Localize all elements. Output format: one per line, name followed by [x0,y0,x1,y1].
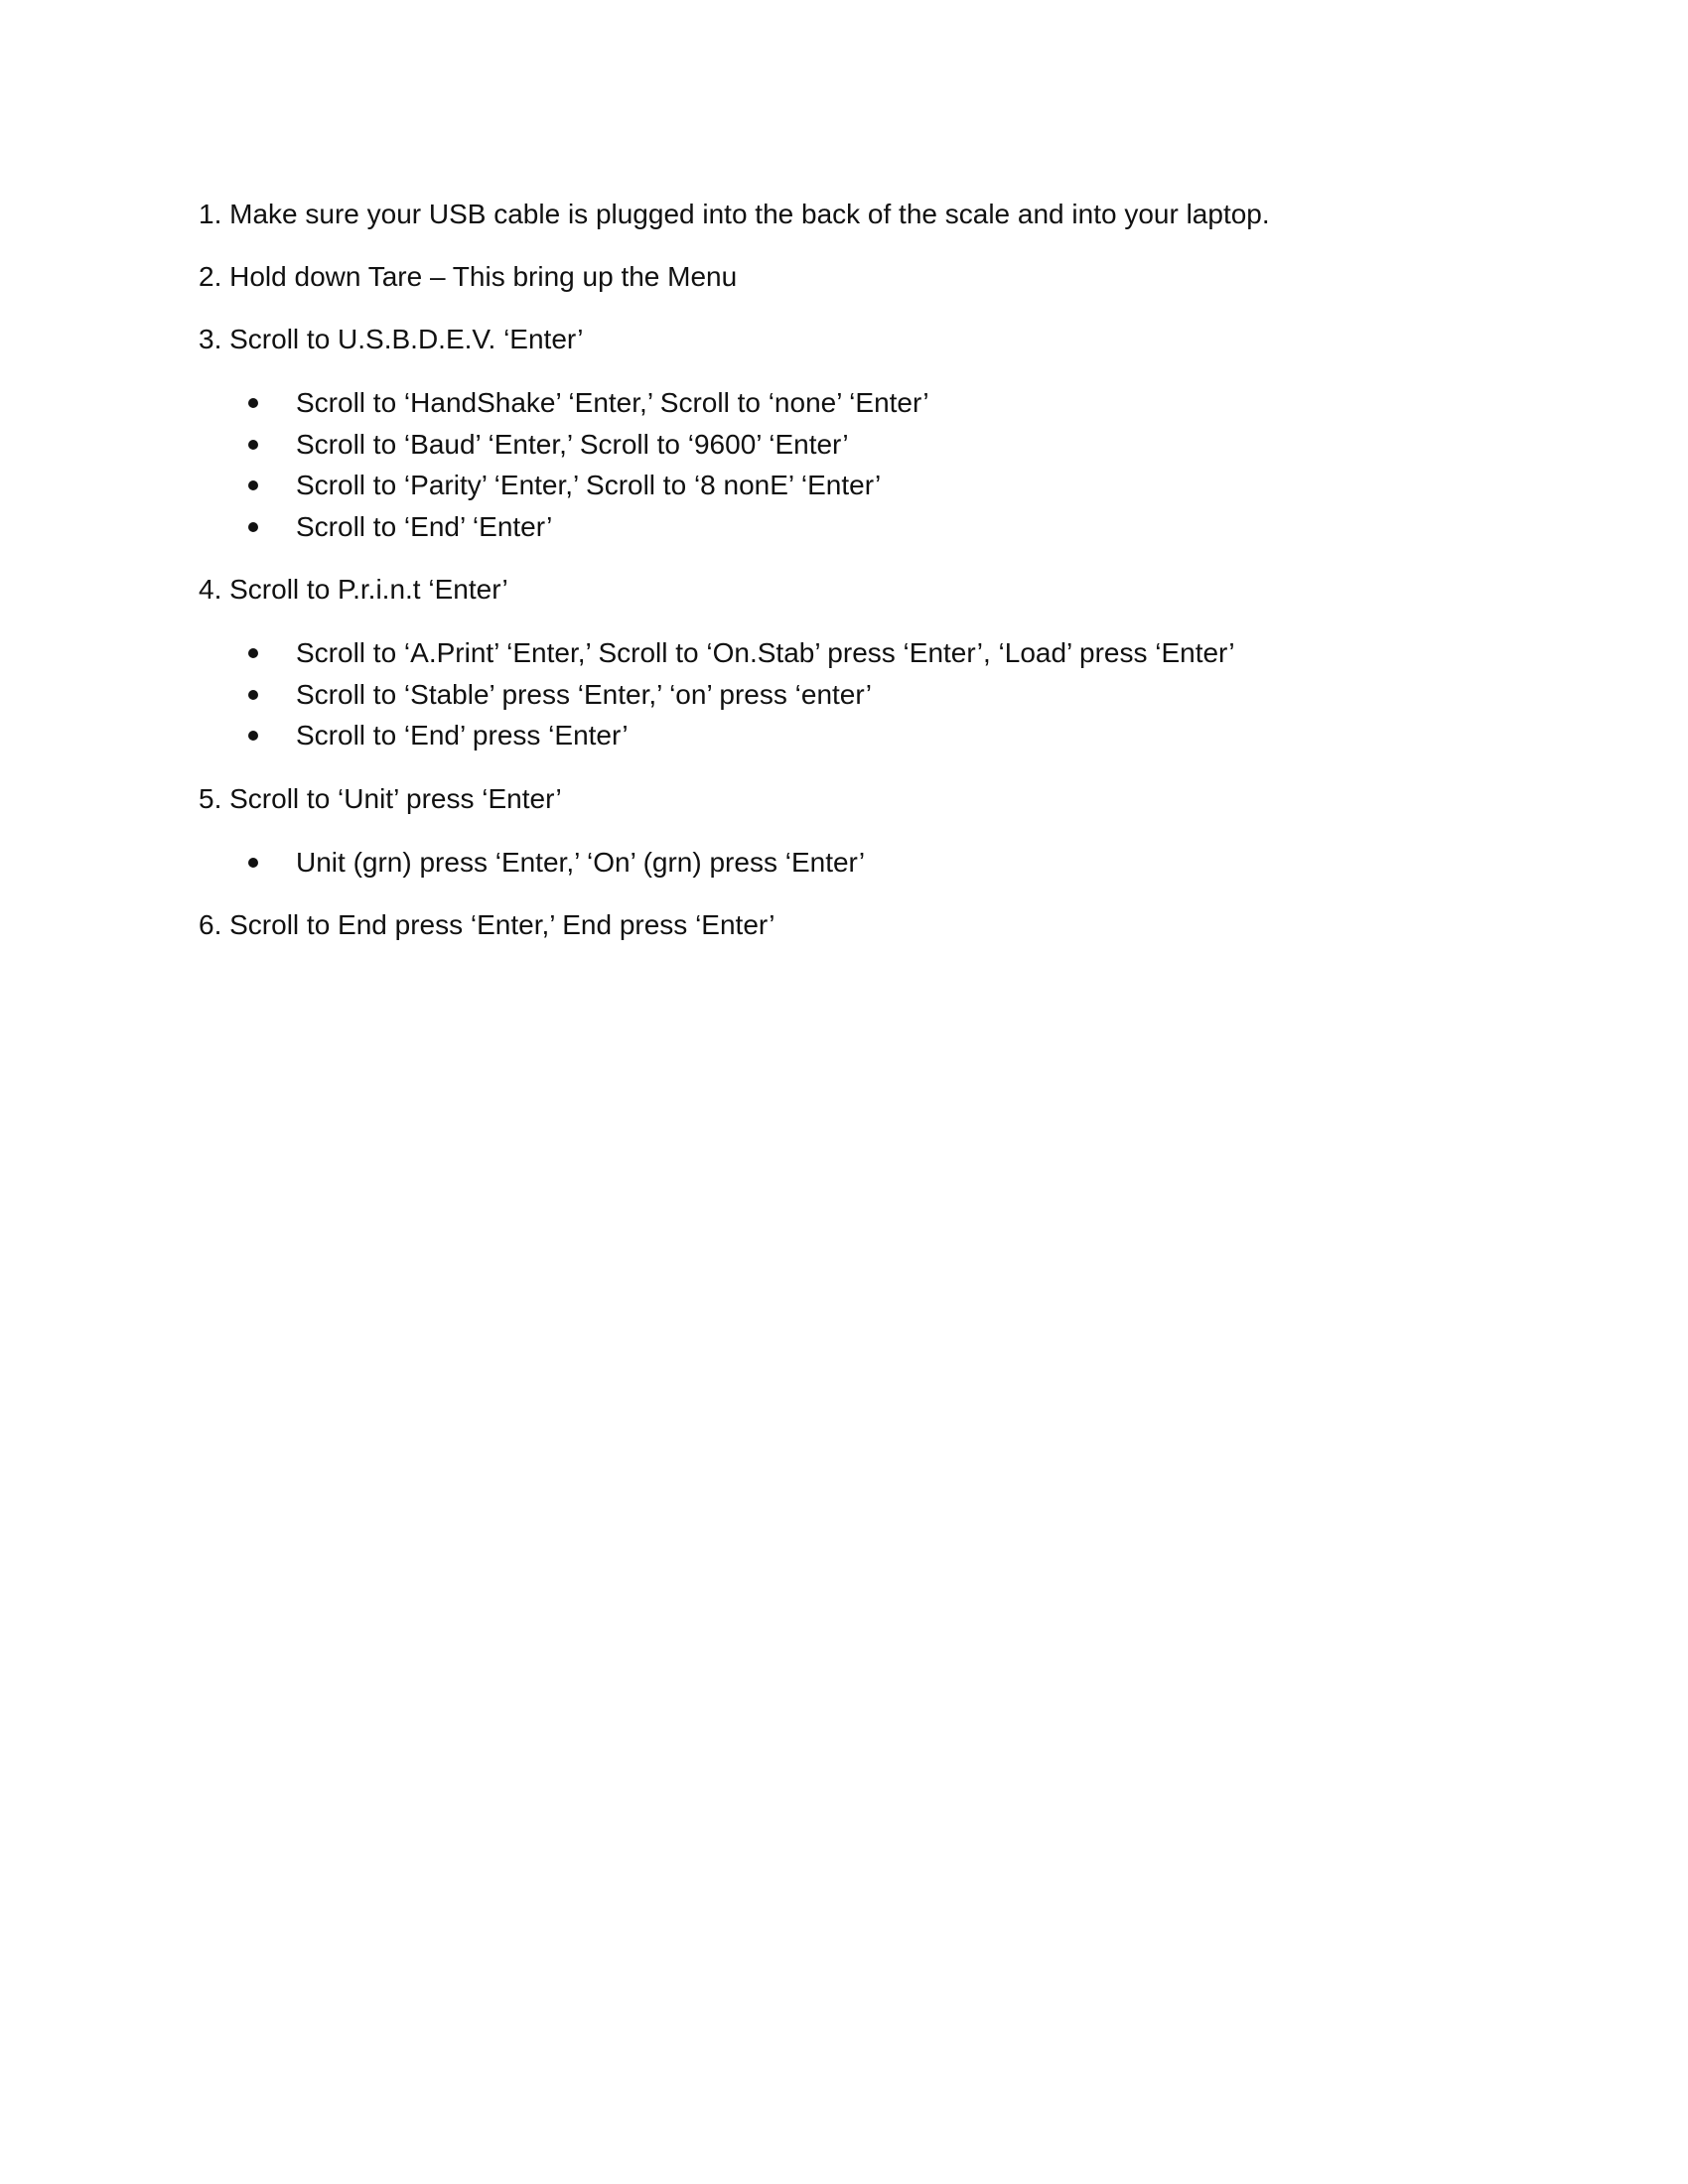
list-item-text: Scroll to ‘A.Print’ ‘Enter,’ Scroll to ‘On.Stab’ press ‘Enter’, ‘Load’ press ‘Enter’ [296,637,1235,668]
list-item [199,382,1489,424]
bullet-icon [248,522,258,532]
list-item [199,632,1489,674]
list-item-text: Scroll to ‘HandShake’ ‘Enter,’ Scroll to ‘none’ ‘Enter’ [296,387,929,418]
list-item [199,424,1489,466]
list-item-text: Scroll to ‘Baud’ ‘Enter,’ Scroll to ‘9600’ ‘Enter’ [296,428,849,460]
step-1: 1. Make sure your USB cable is plugged into the back of the scale and into your laptop. [199,199,1270,229]
list-item-text: Scroll to ‘End’ ‘Enter’ [296,510,553,542]
list-item-text: Scroll to ‘End’ press ‘Enter’ [296,720,629,751]
step-5-sublist [199,842,1489,884]
step-3-sublist [199,382,1489,547]
instructions [199,195,1489,968]
bullet-icon [248,731,258,741]
list-item-text: Scroll to ‘Stable’ press ‘Enter,’ ‘on’ press ‘enter’ [296,678,872,710]
step-5: 5. Scroll to ‘Unit’ press ‘Enter’ [199,782,562,814]
bullet-icon [248,398,258,408]
list-item [199,506,1489,548]
bullet-icon [248,858,258,868]
bullet-icon [248,648,258,658]
list-item-text: Scroll to ‘Parity’ ‘Enter,’ Scroll to ‘8 nonE’ ‘Enter’ [296,470,882,500]
bullet-icon [248,440,258,450]
bullet-icon [248,690,258,700]
list-item-text: Unit (grn) press ‘Enter,’ ‘On’ (grn) press ‘Enter’ [296,846,866,878]
list-item [199,842,1489,884]
step-6: 6. Scroll to End press ‘Enter,’ End press ‘Enter’ [199,909,775,940]
list-item [199,465,1489,506]
step-4-sublist [199,632,1489,756]
step-4: 4. Scroll to P.r.i.n.t ‘Enter’ [199,574,508,605]
list-item [199,715,1489,756]
bullet-icon [248,480,258,490]
step-2: 2. Hold down Tare – This bring up the Menu [199,261,738,292]
list-item [199,674,1489,716]
step-3: 3. Scroll to U.S.B.D.E.V. ‘Enter’ [199,324,584,354]
